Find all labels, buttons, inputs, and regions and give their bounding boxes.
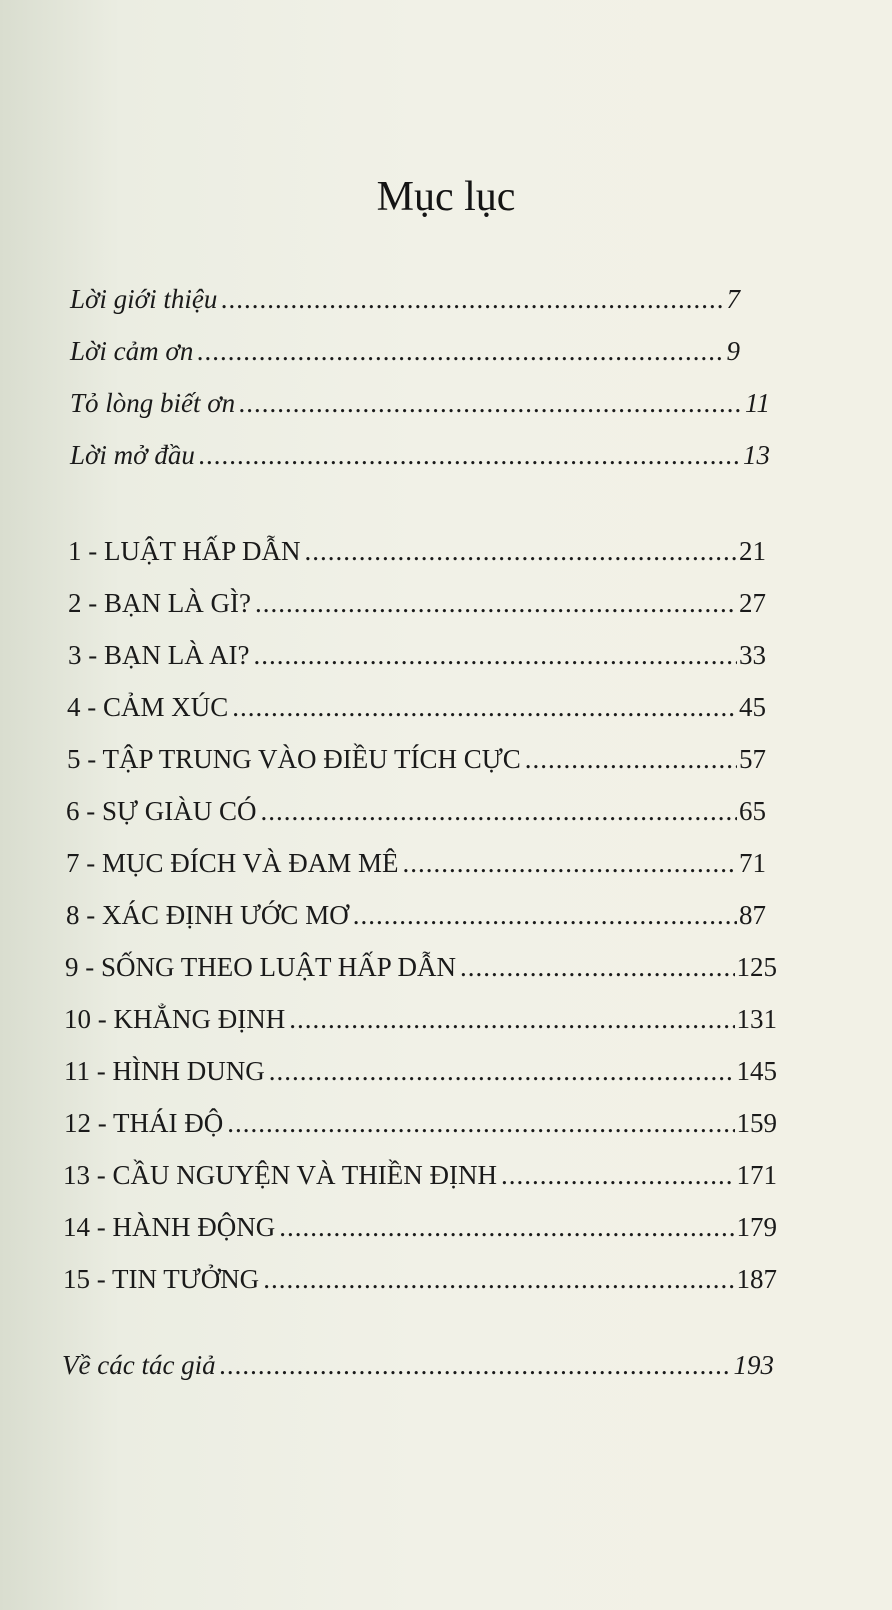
toc-entry-label: Về các tác giả — [62, 1350, 216, 1380]
toc-entry-page: 71 — [739, 848, 766, 878]
toc-entry-page: 13 — [743, 440, 770, 470]
toc-entry-page: 21 — [739, 536, 766, 566]
toc-leader-dots — [255, 586, 737, 620]
toc-entry-chapter-6 — [66, 794, 766, 828]
toc-entry-front-2 — [70, 334, 740, 368]
toc-entry-page: 27 — [739, 588, 766, 618]
toc-leader-dots — [253, 638, 737, 672]
toc-entry-front-1 — [70, 282, 740, 316]
toc-entry-page: 187 — [736, 1264, 777, 1294]
toc-leader-dots — [403, 846, 737, 880]
toc-entry-label: 3 - BẠN LÀ AI? — [68, 640, 250, 670]
toc-entry-page: 179 — [736, 1212, 777, 1242]
toc-entry-page: 11 — [745, 388, 770, 418]
toc-entry-chapter-10 — [64, 1002, 777, 1036]
toc-leader-dots — [353, 898, 737, 932]
toc-entry-page: 193 — [733, 1350, 774, 1380]
toc-leader-dots — [263, 1262, 734, 1296]
toc-entry-label: 12 - THÁI ĐỘ — [64, 1108, 224, 1138]
toc-entry-page: 145 — [736, 1056, 777, 1086]
toc-leader-dots — [227, 1106, 734, 1140]
toc-entry-page: 65 — [739, 796, 766, 826]
toc-entry-page: 171 — [736, 1160, 777, 1190]
toc-entry-chapter-8 — [66, 898, 766, 932]
toc-leader-dots — [460, 950, 735, 984]
toc-entry-label: 14 - HÀNH ĐỘNG — [63, 1212, 276, 1242]
toc-entry-page: 87 — [739, 900, 766, 930]
toc-leader-dots — [197, 334, 724, 368]
toc-leader-dots — [221, 282, 724, 316]
toc-entry-chapter-9 — [65, 950, 777, 984]
toc-entry-front-3 — [70, 386, 770, 420]
toc-leader-dots — [269, 1054, 735, 1088]
toc-entry-label: 13 - CẦU NGUYỆN VÀ THIỀN ĐỊNH — [63, 1160, 497, 1190]
toc-entry-label: 7 - MỤC ĐÍCH VÀ ĐAM MÊ — [66, 848, 399, 878]
toc-entry-chapter-14 — [63, 1210, 777, 1244]
toc-entry-label: 2 - BẠN LÀ GÌ? — [68, 588, 251, 618]
toc-entry-chapter-4 — [67, 690, 766, 724]
toc-entry-label: Lời mở đầu — [70, 440, 195, 470]
toc-entry-label: Lời giới thiệu — [70, 284, 218, 314]
toc-entry-page: 33 — [739, 640, 766, 670]
toc-entry-front-4 — [70, 438, 770, 472]
toc-entry-chapter-3 — [68, 638, 766, 672]
toc-entry-label: 6 - SỰ GIÀU CÓ — [66, 796, 257, 826]
toc-entry-page: 125 — [736, 952, 777, 982]
toc-entry-label: 11 - HÌNH DUNG — [64, 1056, 265, 1086]
toc-leader-dots — [525, 742, 737, 776]
toc-leader-dots — [305, 534, 738, 568]
toc-entry-label: Tỏ lòng biết ơn — [70, 388, 236, 418]
toc-entry-page: 159 — [736, 1108, 777, 1138]
toc-entry-label: 4 - CẢM XÚC — [67, 692, 229, 722]
toc-entry-page: 9 — [726, 336, 740, 366]
page-title: Mục lục — [376, 174, 516, 220]
toc-entry-chapter-2 — [68, 586, 766, 620]
toc-entry-label: 9 - SỐNG THEO LUẬT HẤP DẪN — [65, 952, 456, 982]
toc-leader-dots — [260, 794, 737, 828]
toc-entry-page: 45 — [739, 692, 766, 722]
toc-entry-page: 7 — [726, 284, 740, 314]
toc-leader-dots — [501, 1158, 735, 1192]
toc-entry-chapter-15 — [63, 1262, 777, 1296]
toc-entry-chapter-12 — [64, 1106, 777, 1140]
toc-leader-dots — [232, 690, 737, 724]
toc-entry-label: 1 - LUẬT HẤP DẪN — [68, 536, 301, 566]
toc-entry-chapter-1 — [68, 534, 766, 568]
toc-entry-label: Lời cảm ơn — [70, 336, 194, 366]
toc-leader-dots — [199, 438, 741, 472]
toc-leader-dots — [239, 386, 743, 420]
toc-entry-label: 8 - XÁC ĐỊNH ƯỚC MƠ — [66, 900, 349, 930]
toc-entry-page: 57 — [739, 744, 766, 774]
toc-leader-dots — [289, 1002, 734, 1036]
toc-entry-page: 131 — [736, 1004, 777, 1034]
toc-entry-back-1 — [62, 1348, 774, 1382]
toc-leader-dots — [220, 1348, 732, 1382]
toc-entry-chapter-5 — [67, 742, 766, 776]
toc-entry-label: 10 - KHẲNG ĐỊNH — [64, 1004, 286, 1034]
toc-leader-dots — [279, 1210, 734, 1244]
toc-entry-chapter-11 — [64, 1054, 777, 1088]
toc-entry-label: 15 - TIN TƯỞNG — [63, 1264, 260, 1294]
toc-entry-label: 5 - TẬP TRUNG VÀO ĐIỀU TÍCH CỰC — [67, 744, 521, 774]
toc-entry-chapter-7 — [66, 846, 766, 880]
toc-entry-chapter-13 — [63, 1158, 777, 1192]
